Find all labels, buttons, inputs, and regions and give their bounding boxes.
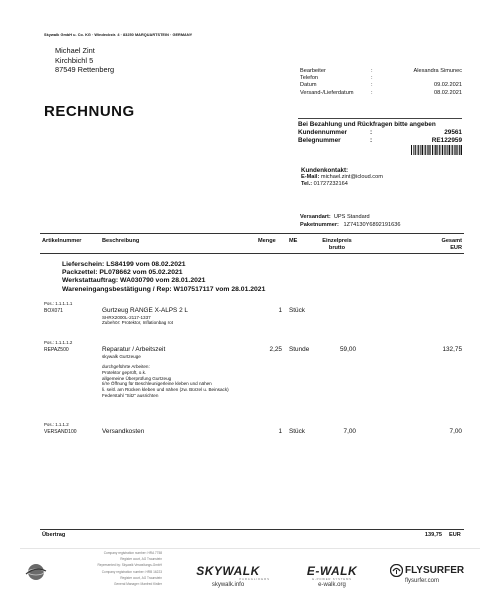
item-description: Reparatur / Arbeitszeit bbox=[102, 346, 166, 353]
recipient-address bbox=[55, 46, 114, 75]
item-unit-price: 59,00 bbox=[340, 346, 356, 353]
item-artikel: BOX071 bbox=[44, 308, 63, 314]
item-accessories: Zubehör: Protektor, Inflationbag rot bbox=[102, 320, 173, 325]
item-quantity: 1 bbox=[278, 307, 282, 314]
carryover-value: 139,75 bbox=[424, 532, 442, 538]
item-total: 7,00 bbox=[449, 428, 462, 435]
carryover-currency: EUR bbox=[449, 532, 461, 538]
brand-skywalk[interactable]: SKYWALK PARAGLIDERS skywalk.info bbox=[196, 564, 270, 588]
document-title: RECHNUNG bbox=[44, 103, 135, 120]
item-quantity: 2,25 bbox=[269, 346, 282, 353]
col-artikel: Artikelnummer bbox=[42, 238, 82, 244]
item-artikel: VERSAND100 bbox=[44, 429, 77, 435]
invoice-meta bbox=[300, 68, 462, 97]
contact-email: E-Mail: michael.zint@icloud.com bbox=[301, 174, 383, 181]
versandart-row: Versandart: UPS Standard bbox=[300, 214, 370, 220]
belegnummer-row: Belegnummer : RE122959 bbox=[298, 137, 462, 144]
globe-seal-icon bbox=[24, 562, 48, 582]
flysurfer-logo-icon bbox=[390, 564, 403, 577]
ref-packzettel: Packzettel: PL078662 vom 05.02.2021 bbox=[62, 269, 183, 277]
carryover-label: Übertrag bbox=[42, 532, 66, 538]
recipient-city: 87549 Rettenberg bbox=[55, 65, 115, 74]
item-unit: Stück bbox=[289, 428, 305, 435]
kundennummer-value: 29561 bbox=[444, 129, 462, 136]
reference-list bbox=[62, 261, 265, 294]
meta-bearbeiter: Bearbeiter : Alexandra Simunec bbox=[300, 68, 462, 74]
meta-versanddatum: Versand-/Lieferdatum : 08.02.2021 bbox=[300, 89, 462, 96]
item-unit-price: 7,00 bbox=[343, 428, 356, 435]
ref-wareneingang: Wareneingangsbestätigung / Rep: W107517117 vom 28.01.2021 bbox=[62, 285, 266, 293]
recipient-name: Michael Zint bbox=[55, 46, 95, 55]
item-serial: SHRX2000L-2117-1337 bbox=[102, 315, 151, 320]
recipient-street: Kirchbichl 5 bbox=[55, 55, 94, 65]
belegnummer-value: RE122959 bbox=[431, 137, 462, 144]
kundennummer-row: Kundennummer : 29561 bbox=[298, 129, 462, 136]
item-artikel: REPAZ500 bbox=[44, 347, 69, 353]
paketnummer-row: Paketnummer: 1Z74130Y6892191636 bbox=[300, 221, 401, 228]
item-unit: Stunde bbox=[289, 346, 310, 353]
item-quantity: 1 bbox=[278, 428, 282, 435]
sender-line: Skywalk GmbH u. Co. KG · Windeckstr. 4 · 83250 MARQUARTSTEIN · GERMANY bbox=[44, 33, 193, 37]
brand-ewalk[interactable]: E-WALK E-POWER SYSTEMS e-walk.org bbox=[306, 564, 358, 588]
refbox-heading: Bei Bezahlung und Rückfragen bitte angeben bbox=[298, 121, 436, 128]
ref-werkstattauftrag: Werkstattauftrag: WA030790 vom 28.01.2021 bbox=[62, 277, 206, 285]
col-me: ME bbox=[289, 238, 298, 244]
item-subtitle: skywalk Gurtzeuge bbox=[102, 354, 141, 359]
meta-telefon: Telefon : bbox=[300, 75, 373, 82]
col-menge: Menge bbox=[258, 238, 276, 244]
header-divider-top bbox=[40, 233, 464, 234]
work-notes: durchgeführte Arbeiten: Protektor geprüft, o.k. allgemeine Überprüfung Gurtzeug Ii/re Öffnung für Beschleunigerleine kleben und nähen li. seitl. am Rücken kleben und nähen (zw. Bürzel u. Beinsack) Federstahl "Sitz" ausrichten bbox=[102, 364, 229, 398]
item-position: Pos.: 1.1.1.2 bbox=[44, 422, 69, 427]
footer-divider bbox=[20, 548, 480, 549]
col-einzelpreis: Einzelpreis brutto bbox=[322, 238, 352, 252]
customer-contact bbox=[301, 167, 383, 189]
legal-info: Company registration number: HRA 7758 Register court, AG Traunstein Represented by: Skywalk Verwaltungs-GmbH Company registration number: HRB 16223 Register court, AG Traunstein General Manager: Manfred Kistler bbox=[97, 551, 162, 587]
item-position: Pos.: 1.1.1.1.1 bbox=[44, 301, 73, 306]
item-description: Versandkosten bbox=[102, 428, 145, 435]
item-unit: Stück bbox=[289, 307, 305, 314]
shipping-info bbox=[300, 214, 400, 230]
col-gesamt: Gesamt EUR bbox=[441, 238, 462, 252]
divider bbox=[298, 118, 462, 119]
item-total: 132,75 bbox=[442, 346, 462, 353]
header-divider-bottom bbox=[40, 253, 464, 254]
item-position: Pos.: 1.1.1.1.2 bbox=[44, 340, 73, 345]
barcode-icon bbox=[411, 145, 462, 155]
contact-heading: Kundenkontakt: bbox=[301, 167, 349, 174]
ref-lieferschein: Lieferschein: LS84199 vom 08.02.2021 bbox=[62, 261, 186, 268]
col-beschreibung: Beschreibung bbox=[102, 238, 140, 244]
payment-reference-box bbox=[298, 116, 462, 145]
carryover-divider bbox=[40, 529, 464, 530]
item-description: Gurtzeug RANGE X-ALPS 2 L bbox=[102, 307, 188, 314]
meta-datum: Datum : 09.02.2021 bbox=[300, 82, 462, 89]
contact-phone: Tel.: 01727232164 bbox=[301, 181, 348, 188]
